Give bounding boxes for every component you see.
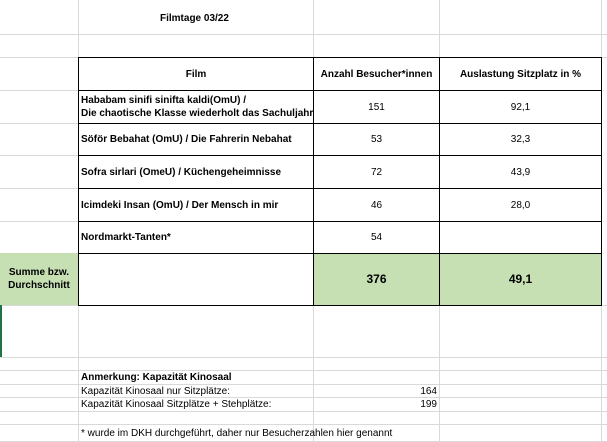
visitors-cell[interactable]: 54: [370, 232, 383, 243]
notes-heading[interactable]: Anmerkung: Kapazität Kinosaal: [81, 372, 232, 383]
table-row-film[interactable]: Nordmarkt-Tanten*: [81, 232, 171, 243]
film-title-line-2: Die chaotische Klasse wiederholt das Sachuljahr: [81, 108, 313, 119]
visitors-cell[interactable]: 53: [370, 134, 383, 145]
visitors-cell[interactable]: 46: [370, 199, 383, 211]
capacity-seats-label[interactable]: Kapazität Kinosaal nur Sitzplätze:: [81, 385, 230, 397]
visitors-cell[interactable]: 72: [370, 166, 383, 178]
occupancy-cell[interactable]: 32,3: [510, 134, 531, 145]
summary-occupancy-avg[interactable]: 49,1: [508, 272, 533, 286]
occupancy-cell[interactable]: [440, 222, 601, 253]
table-row-film[interactable]: Sofra sirlari (OmeU) / Küchengeheimnisse: [81, 166, 282, 178]
sheet-title[interactable]: Filmtage 03/22: [160, 12, 229, 24]
table-row-film[interactable]: Söför Bebahat (OmU) / Die Fahrerin Nebahat: [81, 134, 292, 145]
capacity-total-label[interactable]: Kapazität Kinosaal Sitzplätze + Stehplätze:: [81, 399, 272, 410]
selected-cell-border: [0, 305, 2, 357]
table-row-film[interactable]: [81, 91, 313, 123]
header-visitors[interactable]: Anzahl Besucher*innen: [320, 68, 433, 80]
occupancy-cell[interactable]: 28,0: [510, 199, 531, 211]
capacity-seats-value[interactable]: 164: [420, 385, 437, 397]
summary-label-line-1: Summe bzw.: [8, 267, 70, 278]
table-row-film[interactable]: Icimdeki Insan (OmU) / Der Mensch in mir: [81, 199, 279, 211]
summary-visitors-total[interactable]: 376: [366, 272, 387, 286]
header-occupancy[interactable]: Auslastung Sitzplatz in %: [459, 68, 582, 80]
occupancy-cell[interactable]: 43,9: [510, 166, 531, 178]
visitors-cell[interactable]: 151: [368, 101, 385, 113]
summary-label[interactable]: [0, 253, 78, 305]
occupancy-cell[interactable]: 92,1: [510, 101, 531, 113]
summary-label-line-2: Durchschnitt: [8, 280, 70, 291]
capacity-total-value[interactable]: 199: [420, 399, 437, 410]
header-film[interactable]: Film: [185, 68, 207, 80]
footnote[interactable]: * wurde im DKH durchgeführt, daher nur Besucherzahlen hier genannt: [81, 428, 393, 439]
film-title-line-1: Hababam sinifi sinifta kaldi(OmU) /: [81, 95, 247, 106]
